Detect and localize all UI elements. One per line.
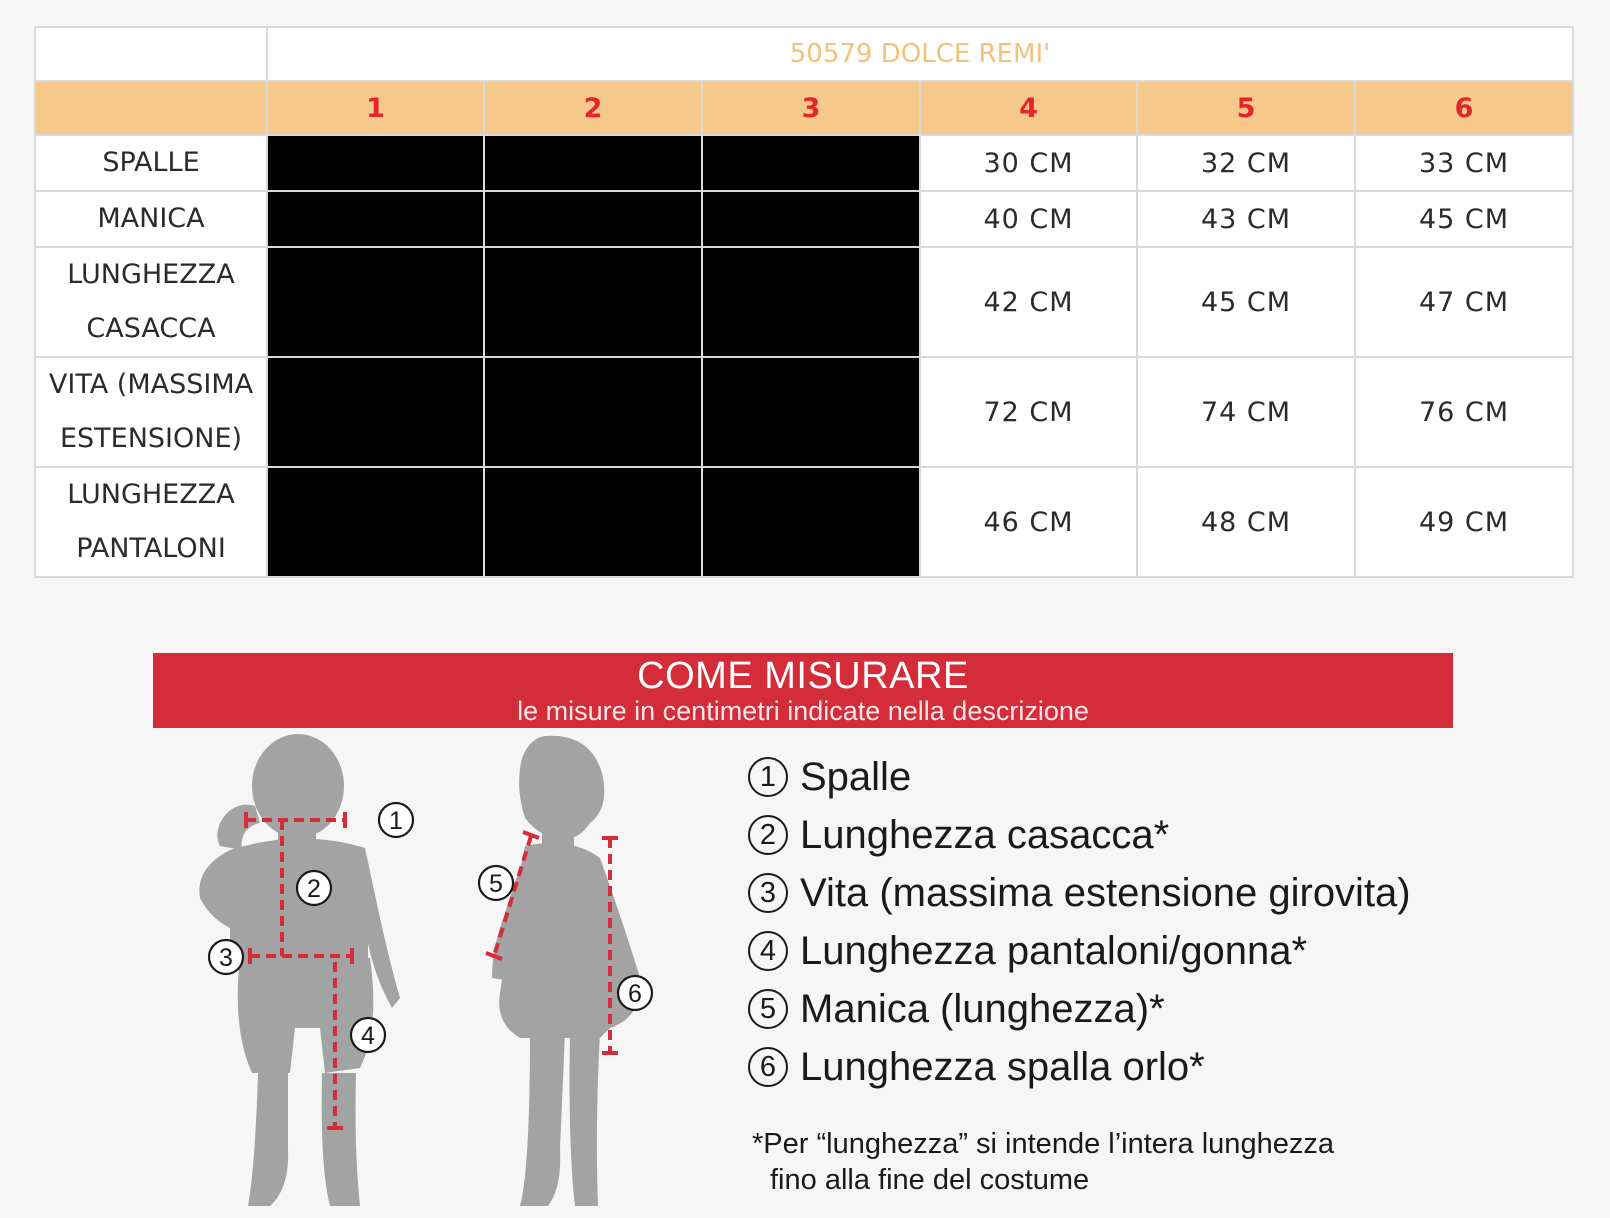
redacted-cell: [484, 247, 702, 357]
redacted-cell: [267, 135, 484, 191]
legend-text: Lunghezza casacca*: [800, 812, 1170, 857]
redacted-cell: [702, 247, 920, 357]
value-cell: 76 CM: [1355, 357, 1573, 467]
redacted-cell: [484, 357, 702, 467]
redacted-cell: [702, 191, 920, 247]
value-cell: 72 CM: [920, 357, 1137, 467]
size-header-corner: [35, 81, 267, 135]
row-label-line: ESTENSIONE): [59, 423, 243, 454]
size-header-4: 4: [920, 81, 1137, 135]
figure-label-2: [297, 871, 331, 905]
svg-text:4: 4: [361, 1022, 375, 1050]
redacted-cell: [484, 467, 702, 577]
banner-title: COME MISURARE: [637, 655, 969, 697]
row-label-line: LUNGHEZZA: [67, 259, 235, 290]
legend-text: Manica (lunghezza)*: [800, 986, 1165, 1031]
legend-item-lunghezza-spalla-orlo: [748, 1038, 1508, 1096]
redacted-cell: [702, 135, 920, 191]
measurement-legend: [748, 748, 1508, 1096]
legend-number: 4: [748, 931, 788, 971]
table-row: [35, 247, 1573, 357]
size-table: [34, 26, 1574, 578]
legend-text: Lunghezza pantaloni/gonna*: [800, 928, 1308, 973]
row-label-line: CASACCA: [86, 313, 216, 344]
value-cell: 30 CM: [920, 135, 1137, 191]
row-label-line: SPALLE: [102, 147, 200, 178]
how-to-measure-banner: [153, 653, 1453, 728]
legend-item-lunghezza-casacca: [748, 806, 1508, 864]
svg-text:2: 2: [307, 875, 321, 903]
table-row: [35, 467, 1573, 577]
value-cell: 74 CM: [1137, 357, 1355, 467]
size-header-6: 6: [1355, 81, 1573, 135]
table-row: [35, 357, 1573, 467]
measurement-figures: [170, 728, 670, 1218]
legend-number: 1: [748, 757, 788, 797]
figure-label-3: [209, 940, 243, 974]
redacted-cell: [267, 467, 484, 577]
table-row: [35, 135, 1573, 191]
legend-item-vita: [748, 864, 1508, 922]
redacted-cell: [267, 357, 484, 467]
legend-number: 5: [748, 989, 788, 1029]
value-cell: 40 CM: [920, 191, 1137, 247]
figure-label-5: [479, 866, 513, 900]
row-label-line: VITA (MASSIMA: [48, 369, 254, 400]
footnote-line-2: fino alla fine del costume: [770, 1164, 1090, 1196]
corner-cell: [35, 27, 267, 81]
table-title: 50579 DOLCE REMI': [267, 27, 1573, 81]
value-cell: 33 CM: [1355, 135, 1573, 191]
redacted-cell: [702, 467, 920, 577]
size-header-3: 3: [702, 81, 920, 135]
redacted-cell: [484, 135, 702, 191]
title-row: [35, 27, 1573, 81]
row-label-line: PANTALONI: [76, 533, 226, 564]
footnote-line-1: *Per “lunghezza” si intende l’intera lunghezza: [752, 1128, 1334, 1160]
value-cell: 46 CM: [920, 467, 1137, 577]
banner-subtitle: le misure in centimetri indicate nella descrizione: [517, 696, 1089, 726]
svg-text:6: 6: [628, 980, 642, 1008]
figure-label-6: [618, 976, 652, 1010]
svg-text:5: 5: [489, 870, 503, 898]
legend-item-manica: [748, 980, 1508, 1038]
row-label-line: MANICA: [97, 203, 205, 234]
legend-number: 2: [748, 815, 788, 855]
redacted-cell: [267, 191, 484, 247]
row-label-vita: [35, 357, 267, 467]
table-row: [35, 191, 1573, 247]
value-cell: 32 CM: [1137, 135, 1355, 191]
length-footnote: [752, 1126, 1472, 1198]
legend-item-spalle: [748, 748, 1508, 806]
figure-label-1: [379, 803, 413, 837]
size-header-1: 1: [267, 81, 484, 135]
row-label-lunghezza-pantaloni: [35, 467, 267, 577]
size-header-5: 5: [1137, 81, 1355, 135]
child-figure-side: [492, 736, 640, 1206]
redacted-cell: [484, 191, 702, 247]
legend-text: Spalle: [800, 754, 912, 799]
legend-text: Vita (massima estensione girovita): [800, 870, 1411, 915]
value-cell: 49 CM: [1355, 467, 1573, 577]
row-label-lunghezza-casacca: [35, 247, 267, 357]
size-header-row: [35, 81, 1573, 135]
value-cell: 43 CM: [1137, 191, 1355, 247]
redacted-cell: [702, 357, 920, 467]
value-cell: 48 CM: [1137, 467, 1355, 577]
row-label-line: LUNGHEZZA: [67, 479, 235, 510]
size-header-2: 2: [484, 81, 702, 135]
svg-text:1: 1: [389, 807, 403, 835]
legend-item-lunghezza-pantaloni: [748, 922, 1508, 980]
row-label-manica: [35, 191, 267, 247]
value-cell: 47 CM: [1355, 247, 1573, 357]
svg-text:3: 3: [219, 944, 233, 972]
value-cell: 45 CM: [1137, 247, 1355, 357]
row-label-spalle: [35, 135, 267, 191]
legend-text: Lunghezza spalla orlo*: [800, 1044, 1205, 1089]
legend-number: 6: [748, 1047, 788, 1087]
figure-label-4: [351, 1018, 385, 1052]
value-cell: 45 CM: [1355, 191, 1573, 247]
legend-number: 3: [748, 873, 788, 913]
redacted-cell: [267, 247, 484, 357]
value-cell: 42 CM: [920, 247, 1137, 357]
